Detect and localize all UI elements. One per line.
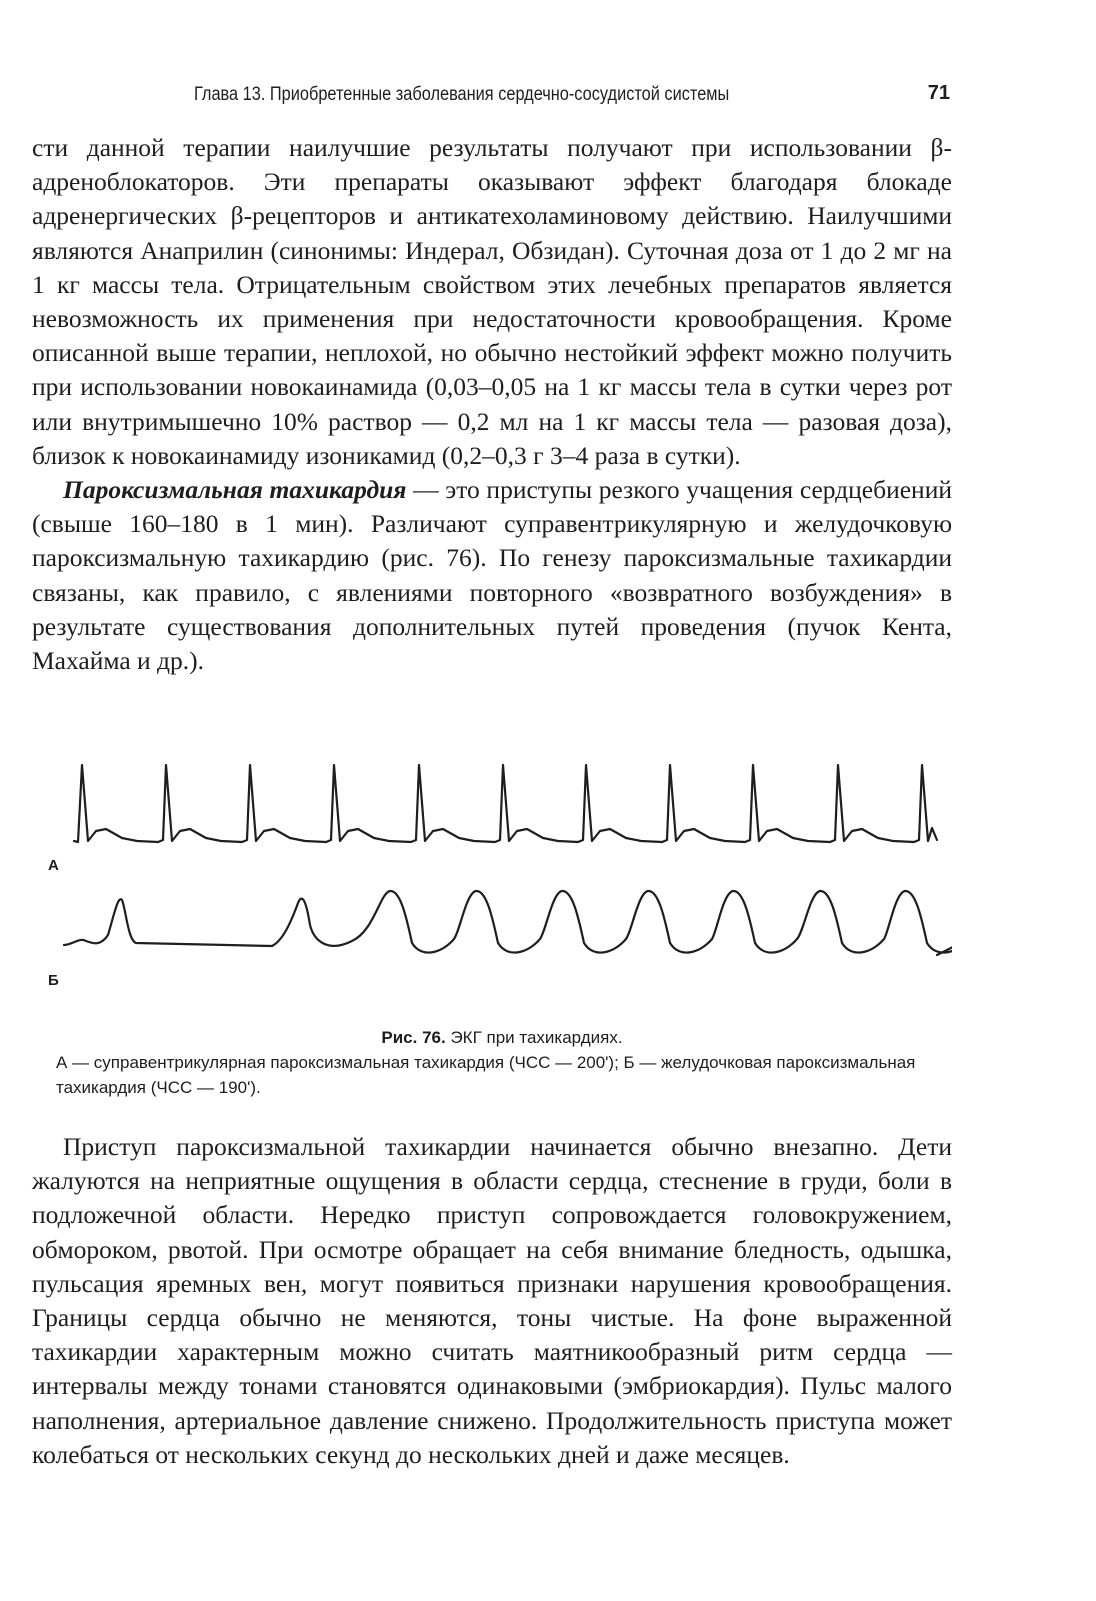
trace-label-b: Б [48, 972, 59, 989]
ecg-trace-b [64, 891, 952, 955]
running-title: Глава 13. Приобретенные заболевания сердечно-сосудистой системы [194, 84, 730, 105]
page-number: 71 [927, 82, 950, 104]
caption-text: А — суправентрикулярная пароксизмальная тахикардия (ЧСС — 200'); Б — желудочковая пароксизмальная тахикардия (ЧСС — 190'). [56, 1053, 916, 1097]
body-text-top [32, 131, 952, 678]
caption-figure-number: Рис. 76. [381, 1028, 446, 1047]
paragraph-attack-description: Приступ пароксизмальной тахикардии начинается обычно внезапно. Дети жалуются на неприятные ощущения в области сердца, стеснение в груди, боли в подложечной области. Нередко приступ сопровождается головокружением, обмороком, рвотой. При осмотре обращает на себя внимание бледность, одышка, пульсация яремных вен, могут появиться признаки нарушения кровообращения. Границы сердца обычно не меняются, тоны чистые. На фоне выраженной тахикардии характерным можно считать маятникообразный ритм сердца — интервалы между тонами становятся одинаковыми (эмбриокардия). Пульс малого наполнения, артериальное давление снижено. Продолжительность приступа может колебаться от нескольких секунд до нескольких дней и даже месяцев. [32, 1132, 952, 1469]
body-text-bottom [32, 1130, 952, 1472]
trace-label-a: А [48, 857, 59, 874]
running-header [194, 80, 950, 112]
paragraph-continuation: сти данной терапии наилучшие результаты получают при использовании β-адреноблокаторов. Эти препараты оказывают эффект благодаря блокаде адренергических β-рецепторов и антикатехоламиновому действию. Наилучшими являются Анаприлин (синонимы: Индерал, Обзидан). Суточная доза от 1 до 2 мг на 1 кг массы тела. Отрицательным свойством этих лечебных препаратов является невозможность их применения при недостаточности кровообращения. Кроме описанной выше терапии, неплохой, но обычно нестойкий эффект можно получить при использовании новокаинамида (0,03–0,05 на 1 кг массы тела в сутки через рот или внутримышечно 10% раствор — 0,2 мл на 1 кг массы тела — разовая доза), близок к новокаинамиду изоникамид (0,2–0,3 г 3–4 раза в сутки). [32, 133, 952, 470]
figure-caption [56, 1025, 948, 1100]
caption-title [56, 1025, 948, 1050]
ecg-trace-a [74, 765, 937, 842]
ecg-figure [32, 750, 952, 1000]
term-paroxysmal-tachycardia: Пароксизмальная тахикардия [63, 475, 407, 505]
paragraph-text: — это приступы резкого учащения сердцебиений (свыше 160–180 в 1 мин). Различают суправентрикулярную и желудочковую пароксизмальную тахикардию (рис. 76). По генезу пароксизмальные тахикардии связаны, как правило, с явлениями повторного «возвратного возбуждения» в результате существования дополнительных путей проведения (пучок Кента, Махайма и др.). [32, 475, 952, 676]
ecg-traces [32, 750, 952, 1000]
paragraph-paroxysmal-tachycardia [32, 473, 952, 678]
caption-title-text: ЭКГ при тахикардиях. [445, 1028, 623, 1047]
